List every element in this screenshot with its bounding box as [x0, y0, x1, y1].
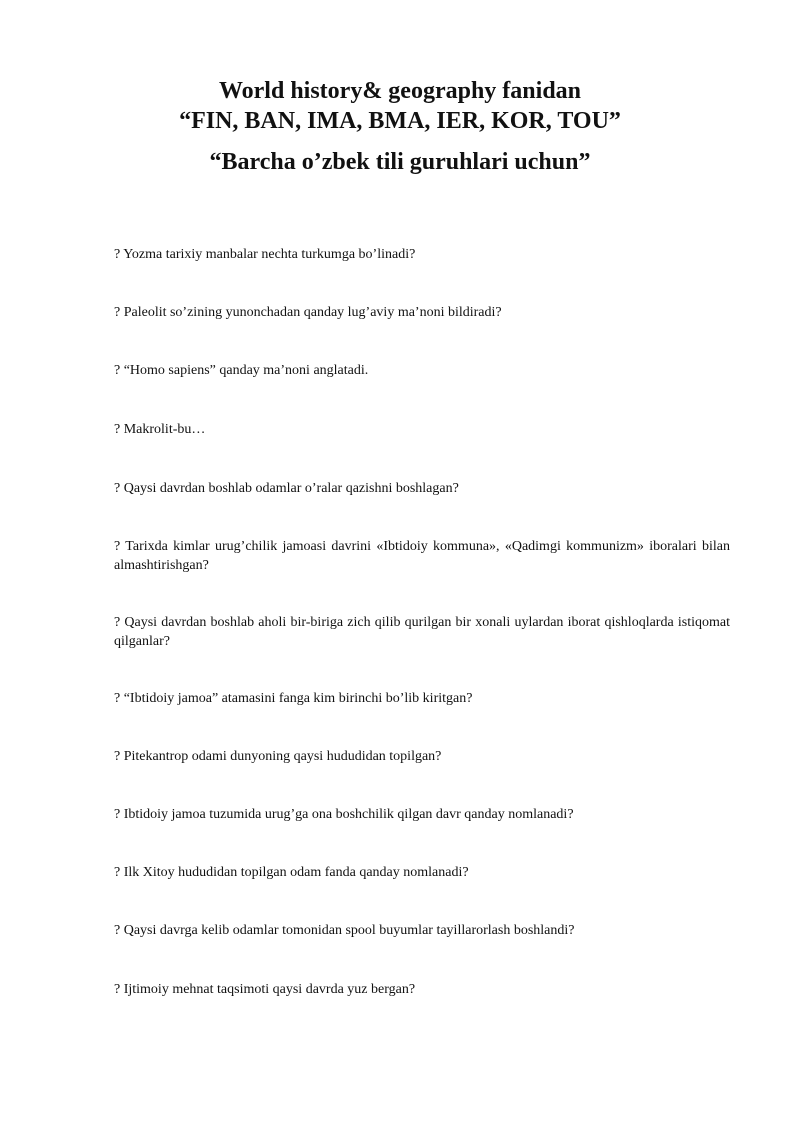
question-item: ? Ilk Xitoy hududidan topilgan odam fanda qanday nomlanadi? [114, 865, 469, 880]
question-item: ? Tarixda kimlar urug’chilik jamoasi davrini «Ibtidoiy kommuna», «Qadimgi kommunizm» iboralari bilan almashtirishgan? [114, 539, 730, 573]
question-item: ? Yozma tarixiy manbalar nechta turkumga bo’linadi? [114, 247, 416, 262]
question-item: ? Paleolit so’zining yunonchadan qanday lug’aviy ma’noni bildiradi? [114, 305, 502, 320]
question-item: ? “Homo sapiens” qanday ma’noni anglatadi. [114, 363, 369, 378]
question-item: ? Ijtimoiy mehnat taqsimoti qaysi davrda yuz bergan? [114, 982, 416, 997]
group-codes-heading: “FIN, BAN, IMA, BMA, IER, KOR, TOU” [179, 108, 621, 134]
question-item: ? Pitekantrop odami dunyoning qaysi hududidan topilgan? [114, 749, 442, 764]
question-item: ? Makrolit-bu… [114, 422, 206, 437]
audience-heading: “Barcha o’zbek tili guruhlari uchun” [209, 149, 591, 175]
question-item: ? Qaysi davrdan boshlab aholi bir-biriga zich qilib qurilgan bir xonali uylardan iborat qishloqlarda istiqomat qilganlar? [114, 615, 730, 649]
question-item: ? Qaysi davrdan boshlab odamlar o’ralar qazishni boshlagan? [114, 481, 459, 496]
document-title: World history& geography fanidan [218, 78, 582, 104]
question-item: ? “Ibtidoiy jamoa” atamasini fanga kim birinchi bo’lib kiritgan? [114, 691, 473, 706]
question-item: ? Ibtidoiy jamoa tuzumida urug’ga ona boshchilik qilgan davr qanday nomlanadi? [114, 807, 574, 822]
question-item: ? Qaysi davrga kelib odamlar tomonidan spool buyumlar tayillarorlash boshlandi? [114, 923, 575, 938]
